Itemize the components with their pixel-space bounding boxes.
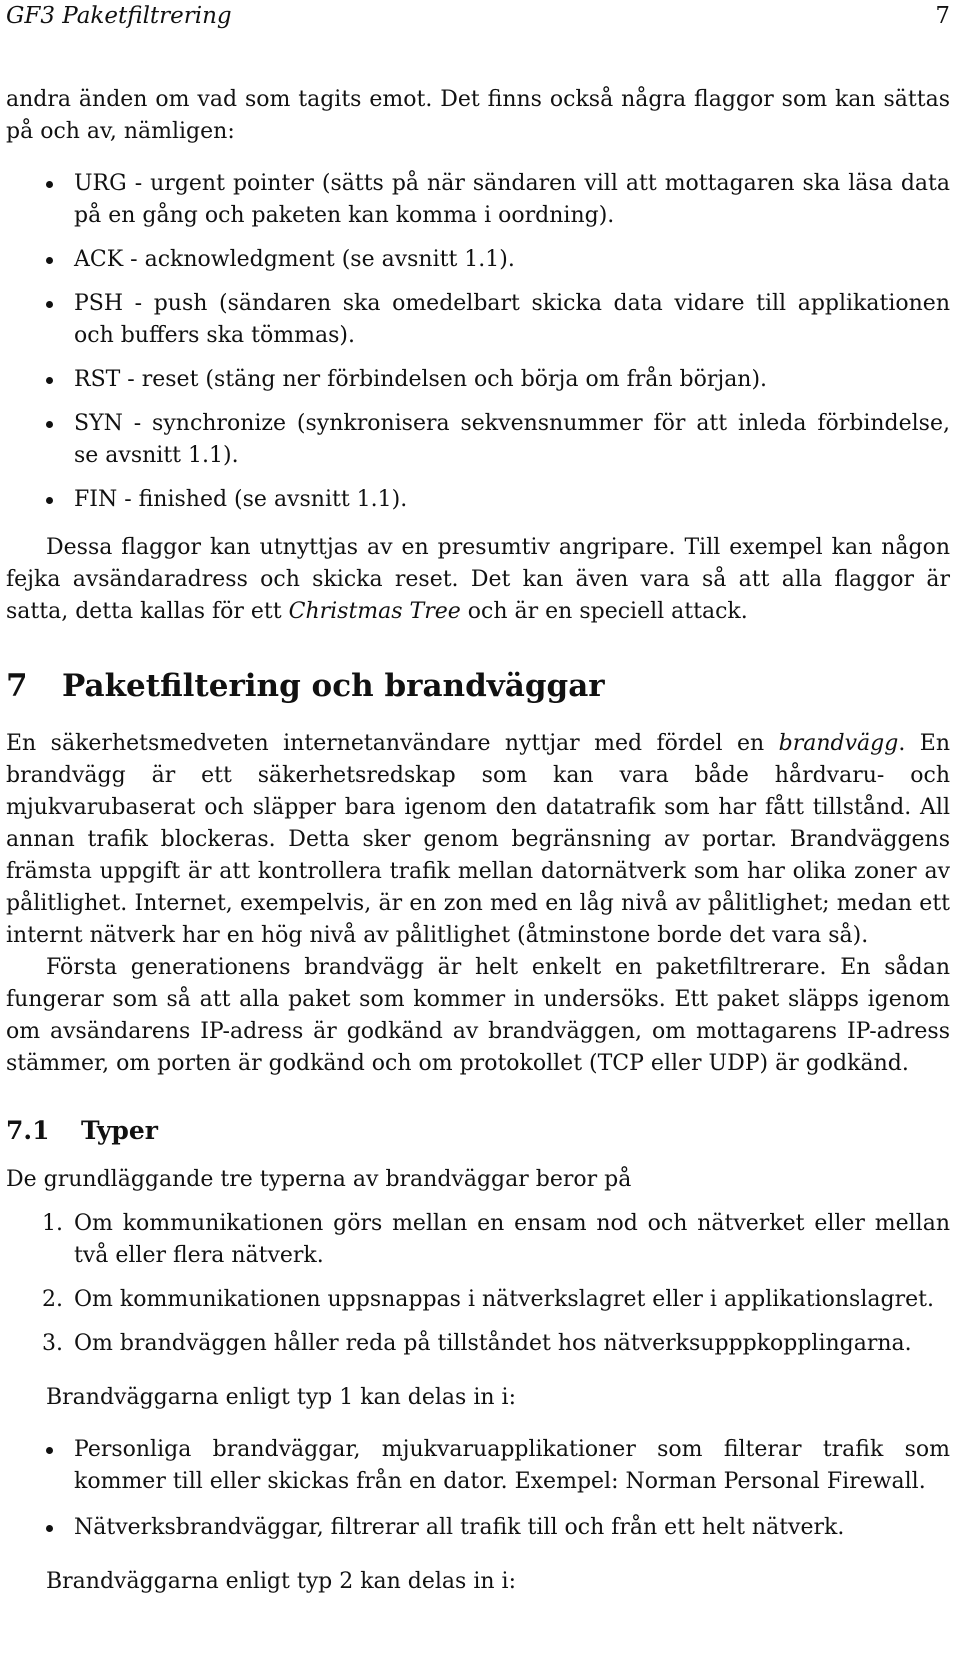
type2-intro: Brandväggarna enligt typ 2 kan delas in i:: [46, 1569, 516, 1594]
bullet-icon: [46, 497, 53, 504]
bullet-icon: [46, 257, 53, 264]
list-item: [6, 288, 950, 352]
list-item: [6, 1512, 950, 1544]
list-item-text: FIN - finished (se avsnitt 1.1).: [74, 487, 408, 512]
page-number: 7: [935, 3, 950, 29]
numbered-list: [6, 1208, 950, 1360]
subsection-number: 7.1: [6, 1116, 50, 1145]
item-number: 2.: [42, 1287, 63, 1312]
section-title: Paketfiltering och brandväggar: [62, 668, 605, 704]
list-item-text: PSH - push (sändaren ska omedelbart skicka data vidare till applikationen och buffers ska tömmas).: [74, 291, 950, 348]
numbered-item: [6, 1284, 950, 1316]
section-heading: [6, 666, 950, 706]
list-item: [6, 364, 950, 396]
bullet-icon: [46, 377, 53, 384]
list-item: [6, 408, 950, 472]
list-item: [6, 484, 950, 516]
list-item-text: Nätverksbrandväggar, filtrerar all trafik till och från ett helt nätverk.: [74, 1515, 845, 1540]
flag-list: [6, 168, 950, 516]
bullet-icon: [46, 181, 53, 188]
bullet-icon: [46, 301, 53, 308]
flags-paragraph: [6, 532, 950, 628]
numbered-item: [6, 1328, 950, 1360]
running-header: [6, 0, 950, 28]
type1-list: [6, 1434, 950, 1544]
section-paragraph: [6, 728, 950, 952]
list-item-text: URG - urgent pointer (sätts på när sändaren vill att mottagaren ska läsa data på en gång och paketen kan komma i oordning).: [74, 171, 950, 228]
text-run: . En brandvägg är ett säkerhetsredskap som kan vara både hårdvaru- och mjukvarubaserat och släpper bara igenom den datatrafik som har fått tillstånd. All annan trafik blockeras. Detta sker genom begränsning av portar. Brandväggens främsta uppgift är att kontrollera trafik mellan datornätverk som har olika zoner av pålitlighet. Internet, exempelvis, är en zon med en låg nivå av pålitlighet; medan ett internt nätverk har en hög nivå av pålitlighet (åtminstone borde det vara så).: [6, 731, 950, 948]
list-item: [6, 244, 950, 276]
list-item-text: ACK - acknowledgment (se avsnitt 1.1).: [74, 247, 515, 272]
section-number: 7: [6, 668, 28, 704]
subsection-title: Typer: [81, 1116, 158, 1145]
text-run: och är en speciell attack.: [460, 599, 748, 624]
type1-intro: Brandväggarna enligt typ 1 kan delas in i:: [46, 1385, 516, 1410]
item-number: 3.: [42, 1331, 63, 1356]
bullet-icon: [46, 1525, 53, 1532]
list-item: [6, 168, 950, 232]
emphasis-christmas-tree: Christmas Tree: [288, 599, 461, 624]
list-item-text: Om kommunikationen görs mellan en ensam nod och nätverket eller mellan två eller flera nätverk.: [74, 1211, 950, 1268]
bullet-icon: [46, 421, 53, 428]
item-number: 1.: [42, 1211, 63, 1236]
list-item-text: Om brandväggen håller reda på tillståndet hos nätverksupppkopplingarna.: [74, 1331, 912, 1356]
list-item-text: RST - reset (stäng ner förbindelsen och börja om från början).: [74, 367, 768, 392]
list-item-text: Om kommunikationen uppsnappas i nätverkslagret eller i applikationslagret.: [74, 1287, 934, 1312]
types-intro: De grundläggande tre typerna av brandväggar beror på: [6, 1167, 632, 1192]
header-title: GF3 Paketfiltrering: [6, 3, 232, 29]
list-item: [6, 1434, 950, 1498]
text-run: Dessa flaggor kan utnyttjas av en presumtiv angripare. Till exempel kan någon fejka avsändaradress och skicka reset. Det kan även vara så att alla flaggor är satta, detta kallas för ett: [6, 535, 950, 624]
text-run: En säkerhetsmedveten internetanvändare nyttjar med fördel en: [6, 731, 779, 756]
body-text: [6, 84, 950, 1598]
bullet-icon: [46, 1447, 53, 1454]
list-item-text: SYN - synchronize (synkronisera sekvensnummer för att inleda förbindelse, se avsnitt 1.1).: [74, 411, 950, 468]
emphasis-brandvagg: brandvägg: [778, 731, 899, 756]
section-paragraph: Första generationens brandvägg är helt enkelt en paketfiltrerare. En sådan fungerar som så att alla paket som kommer in undersöks. Ett paket släpps igenom om avsändarens IP-adress är godkänd av brandväggen, om mottagarens IP-adress stämmer, om porten är godkänd och om protokollet (TCP eller UDP) är godkänd.: [6, 955, 950, 1076]
subsection-heading: [6, 1114, 950, 1148]
numbered-item: [6, 1208, 950, 1272]
list-item-text: Personliga brandväggar, mjukvaruapplikationer som filterar trafik som kommer till eller skickas från en dator. Exempel: Norman Personal Firewall.: [74, 1437, 950, 1494]
intro-paragraph: andra änden om vad som tagits emot. Det finns också några flaggor som kan sättas på och av, nämligen:: [6, 87, 950, 144]
